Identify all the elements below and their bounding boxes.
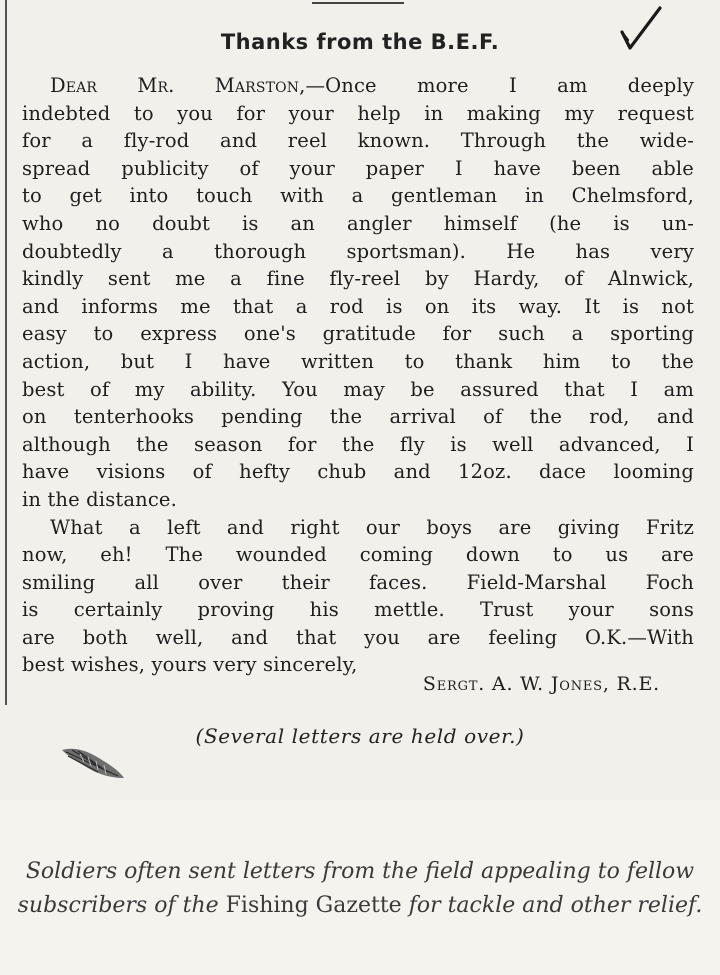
letter-line: easy to express one's gratitude for such a sporting (22, 322, 694, 346)
letter-line: who no doubt is an angler himself (he is un- (22, 211, 694, 235)
letter-line: indebted to you for your help in making my request (22, 101, 694, 125)
signature: Sergt. A. W. Jones, R.E. (422, 673, 660, 695)
checkmark-icon (616, 4, 666, 54)
image-caption (0, 855, 720, 923)
salutation: Dear Mr. Marston, (50, 74, 306, 97)
letter-line: in the distance. (22, 487, 177, 511)
letter-line: for a fly-rod and reel known. Through the wide- (22, 129, 694, 153)
ornament-icon (58, 738, 128, 784)
letter-line: is certainly proving his mettle. Trust your sons (22, 598, 694, 622)
letter-line: kindly sent me a fine fly-reel by Hardy, of Alnwick, (22, 267, 694, 291)
letter-line: are both well, and that you are feeling O.K.—With (22, 625, 694, 649)
letter-line: to get into touch with a gentleman in Chelmsford, (22, 184, 694, 208)
caption-publication: Fishing Gazette (225, 893, 402, 918)
letter-line: action, but I have written to thank him to the (22, 349, 694, 373)
letter-line: best wishes, yours very sincerely, (22, 653, 358, 677)
letter-line: best of my ability. You may be assured that I am (22, 377, 694, 401)
letter-line: on tenterhooks pending the arrival of the rod, and (22, 405, 694, 429)
column-rule (5, 0, 7, 705)
caption-text: Soldiers often sent letters from the field appealing to fellow subscribers of the (17, 859, 695, 918)
letter-line: doubtedly a thorough sportsman). He has very (22, 239, 694, 263)
letter-line: have visions of hefty chub and 12oz. dace looming (22, 460, 694, 484)
caption-text-end: for tackle and other relief. (408, 893, 703, 918)
editor-note: (Several letters are held over.) (195, 724, 525, 748)
letter-line: spread publicity of your paper I have been able (22, 156, 694, 180)
letter-line: now, eh! The wounded coming down to us are (22, 543, 694, 567)
letter-line: What a left and right our boys are giving Fritz (50, 515, 694, 539)
letter-line: and informs me that a rod is on its way. It is not (22, 294, 694, 318)
letter-body (22, 72, 694, 679)
article-title: Thanks from the B.E.F. (220, 30, 500, 54)
top-rule (312, 2, 404, 4)
letter-line: smiling all over their faces. Field-Marshal Foch (22, 570, 694, 594)
letter-line: Dear Mr. Marston,—Once more I am deeply (50, 74, 694, 97)
letter-line: although the season for the fly is well advanced, I (22, 432, 694, 456)
